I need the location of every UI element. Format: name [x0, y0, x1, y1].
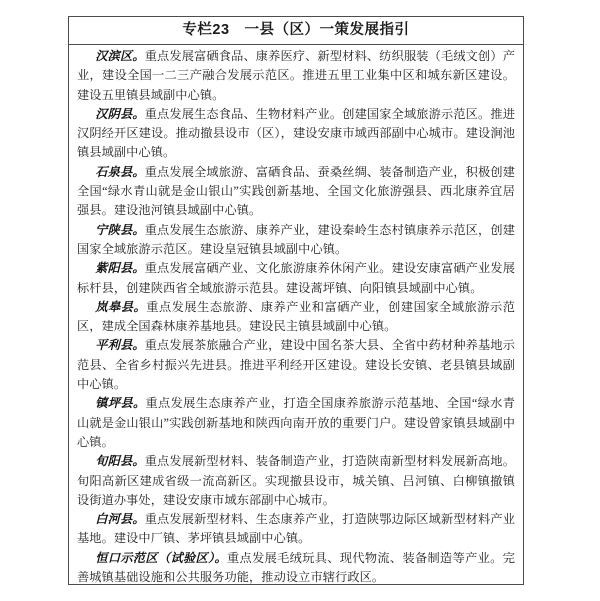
county-policy-text: 重点发展富硒食品、康养医疗、新型材料、纺织服装（毛绒文创）产业，建设全国一二三产融合发展示范区。推进五里工业集中区和城东新区建设。建设五里镇县域副中心镇。 [77, 49, 516, 102]
box-body [69, 45, 523, 587]
county-policy-text: 重点发展生态食品、生物材料产业。创建国家全域旅游示范区。推进汉阴经开区建设。推动撤县设市（区），建设安康市域西部副中心城市。建设涧池镇县域副中心镇。 [77, 106, 516, 160]
county-name: 汉阴县。 [95, 106, 145, 121]
county-paragraph [77, 259, 515, 298]
policy-box [68, 16, 524, 585]
county-policy-text: 重点发展富硒产业、文化旅游康养休闲产业。建设安康富硒产业发展标杆县，创建陕西省全域旅游示范县。建设蒿坪镇、向阳镇县域副中心镇。 [77, 261, 516, 295]
county-policy-text: 重点发展全域旅游、富硒食品、蚕桑丝绸、装备制造产业，积极创建全国“绿水青山就是金山银山”实践创新基地、全国文化旅游强县、西北康养宜居强县。建设池河镇县域副中心镇。 [77, 164, 516, 218]
county-paragraph [77, 549, 515, 588]
county-policy-text: 重点发展新型材料、装备制造产业，打造陕南新型材料发展新高地。旬阳高新区建成省级一流高新区。实现撤县设市，城关镇、吕河镇、白柳镇撤镇设街道办事处，建设安康市域东部副中心城市。 [77, 454, 516, 507]
county-name: 平利县。 [95, 338, 145, 353]
county-name: 汉滨区。 [95, 49, 145, 63]
county-policy-text: 重点发展毛绒玩具、现代物流、装备制造等产业。完善城镇基础设施和公共服务功能，推动设立市辖行政区。 [77, 550, 515, 585]
county-paragraph [77, 510, 515, 549]
county-policy-text: 重点发展生态旅游、康养产业，建设秦岭生态村镇康养示范区，创建国家全域旅游示范区。建设皇冠镇县域副中心镇。 [77, 222, 516, 256]
county-name: 宁陕县。 [95, 222, 145, 237]
county-paragraph [77, 105, 515, 163]
county-paragraph [77, 336, 515, 394]
box-title: 专栏23 一县（区）一策发展指引 [69, 17, 523, 45]
county-paragraph [77, 452, 515, 510]
county-paragraph [77, 47, 515, 105]
county-paragraph [77, 394, 515, 452]
county-policy-text: 重点发展生态康养产业，打造全国康养旅游示范基地、全国“绿水青山就是金山银山”实践创新基地和陕西向南开放的重要门户。建设曾家镇县域副中心镇。 [77, 396, 515, 449]
county-name: 旬阳县。 [95, 454, 145, 469]
county-paragraph [77, 221, 515, 260]
county-name: 白河县。 [95, 512, 145, 527]
county-paragraph [77, 163, 515, 221]
county-policy-text: 重点发展生态旅游、康养产业和富硒产业，创建国家全域旅游示范区，建成全国森林康养基地县。建设民主镇县域副中心镇。 [77, 299, 515, 334]
county-name: 石泉县。 [95, 164, 145, 179]
county-policy-text: 重点发展新型材料、生态康养产业，打造陕鄂边际区域新型材料产业基地。建设中厂镇、茅坪镇县域副中心镇。 [77, 512, 516, 546]
county-name: 岚皋县。 [95, 299, 147, 314]
county-name: 镇坪县。 [95, 396, 146, 411]
county-policy-text: 重点发展茶旅融合产业，建设中国名茶大县、全省中药材种养基地示范县、全省乡村振兴先进县。推进平利经开区建设。建设长安镇、老县镇县域副中心镇。 [77, 338, 516, 392]
county-name: 紫阳县。 [95, 261, 145, 276]
county-name: 恒口示范区（试验区）。 [95, 550, 228, 565]
county-paragraph [77, 298, 515, 337]
